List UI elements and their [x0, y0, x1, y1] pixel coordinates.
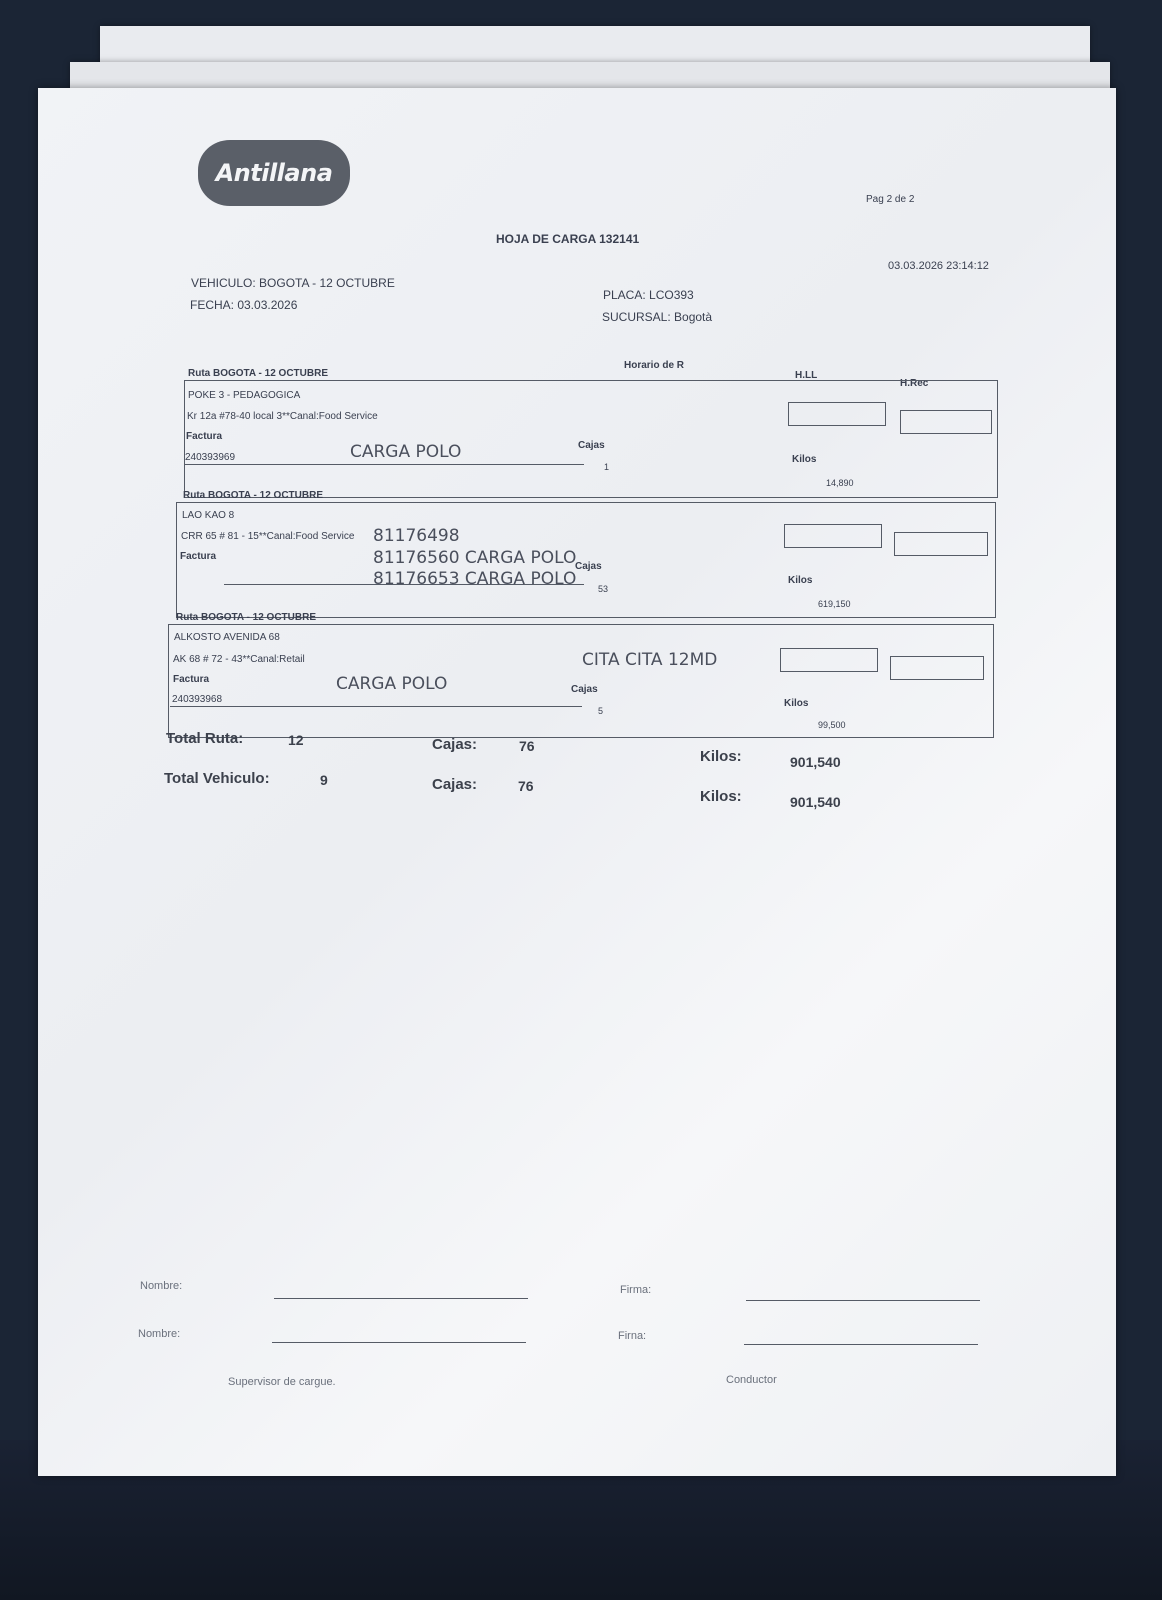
entry-factura: 240393969	[185, 452, 236, 463]
total-ruta-kilos-label: Kilos:	[700, 748, 742, 765]
firma-signature-line	[744, 1344, 978, 1345]
entry-kilos: 99,500	[818, 720, 846, 730]
handwritten-note: 81176498	[373, 526, 460, 546]
print-datetime: 03.03.2026 23:14:12	[888, 260, 989, 272]
entry-kilos: 619,150	[818, 599, 851, 609]
handwritten-note: CARGA POLO	[350, 442, 462, 462]
document-title: HOJA DE CARGA 132141	[496, 232, 640, 246]
hrec-input-box[interactable]	[890, 656, 984, 680]
entry-route: Ruta BOGOTA - 12 OCTUBRE	[183, 490, 324, 501]
entry-factura-label: Factura	[180, 551, 217, 562]
supervisor-caption: Supervisor de cargue.	[228, 1376, 336, 1388]
entry-kilos-label: Kilos	[784, 698, 809, 709]
hll-input-box[interactable]	[788, 402, 886, 426]
hll-input-box[interactable]	[784, 524, 882, 548]
total-ruta-label: Total Ruta:	[166, 730, 244, 747]
entry-box	[184, 380, 998, 498]
entry-box	[176, 502, 996, 618]
column-hll: H.LL	[795, 370, 818, 381]
entry-address: CRR 65 # 81 - 15**Canal:Food Service	[181, 531, 355, 542]
entry-route: Ruta BOGOTA - 12 OCTUBRE	[176, 612, 317, 623]
placa-info: PLACA: LCO393	[603, 288, 694, 302]
vehiculo-info: VEHICULO: BOGOTA - 12 OCTUBRE	[191, 276, 395, 290]
firma-signature-line	[746, 1300, 980, 1301]
nombre-label: Nombre:	[138, 1328, 181, 1340]
nombre-label: Nombre:	[140, 1280, 183, 1292]
entry-kilos-label: Kilos	[792, 454, 817, 465]
entry-cajas: 5	[598, 706, 604, 716]
firma-label: Firma:	[620, 1284, 652, 1296]
load-sheet-paper	[38, 88, 1116, 1476]
entry-kilos: 14,890	[826, 478, 854, 488]
entry-address: Kr 12a #78-40 local 3**Canal:Food Service	[187, 411, 378, 422]
entry-client: POKE 3 - PEDAGOGICA	[188, 390, 301, 401]
total-ruta-value: 12	[288, 732, 304, 748]
column-hrec: H.Rec	[900, 378, 929, 389]
entry-address: AK 68 # 72 - 43**Canal:Retail	[173, 654, 305, 665]
total-vehiculo-kilos: 901,540	[790, 794, 841, 810]
total-vehiculo-kilos-label: Kilos:	[700, 788, 742, 805]
factura-underline	[184, 464, 584, 465]
sucursal-info: SUCURSAL: Bogotà	[602, 310, 713, 324]
entry-client: ALKOSTO AVENIDA 68	[174, 632, 280, 643]
entry-client: LAO KAO 8	[182, 510, 235, 521]
antillana-logo	[198, 140, 350, 206]
entry-cajas: 1	[604, 462, 610, 472]
entry-route: Ruta BOGOTA - 12 OCTUBRE	[188, 368, 329, 379]
nombre-signature-line	[272, 1342, 526, 1343]
entry-cajas-label: Cajas	[575, 561, 602, 572]
total-vehiculo-cajas: 76	[518, 778, 534, 794]
nombre-signature-line	[274, 1298, 528, 1299]
fecha-info: FECHA: 03.03.2026	[190, 298, 298, 312]
factura-underline	[170, 706, 582, 707]
column-horario: Horario de R	[624, 360, 685, 371]
entry-kilos-label: Kilos	[788, 575, 813, 586]
entry-cajas-label: Cajas	[578, 440, 605, 451]
page-number: Pag 2 de 2	[866, 194, 915, 205]
handwritten-note: CARGA POLO	[336, 674, 448, 694]
entry-cajas: 53	[598, 584, 609, 594]
handwritten-note: 81176653 CARGA POLO	[373, 569, 577, 589]
firma-label: Firna:	[618, 1330, 647, 1342]
entry-box	[168, 624, 994, 738]
entry-cajas-label: Cajas	[571, 684, 598, 695]
total-vehiculo-cajas-label: Cajas:	[432, 776, 478, 793]
handwritten-note: 81176560 CARGA POLO	[373, 548, 577, 568]
total-ruta-cajas: 76	[519, 738, 535, 754]
entry-factura-label: Factura	[173, 674, 210, 685]
entry-factura: 240393968	[172, 694, 223, 705]
total-ruta-kilos: 901,540	[790, 754, 841, 770]
total-vehiculo-value: 9	[320, 772, 328, 788]
hrec-input-box[interactable]	[900, 410, 992, 434]
hll-input-box[interactable]	[780, 648, 878, 672]
hrec-input-box[interactable]	[894, 532, 988, 556]
conductor-caption: Conductor	[726, 1374, 777, 1386]
entry-factura-label: Factura	[186, 431, 223, 442]
total-vehiculo-label: Total Vehiculo:	[164, 770, 270, 787]
handwritten-note: CITA CITA 12MD	[582, 650, 718, 670]
total-ruta-cajas-label: Cajas:	[432, 736, 478, 753]
logo-text: Antillana	[215, 159, 333, 187]
